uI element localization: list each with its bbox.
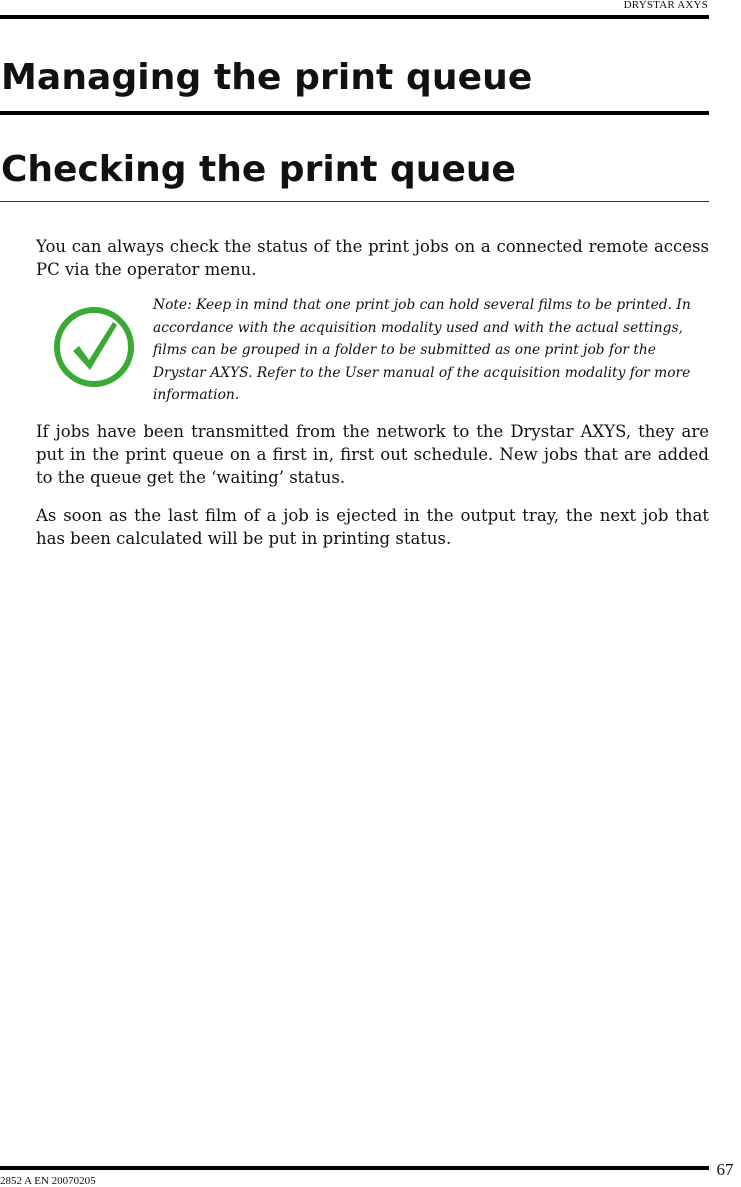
header-rule	[0, 15, 709, 19]
page-number: 67	[716, 1160, 734, 1179]
running-header-product: DRYSTAR AXYS	[623, 0, 708, 11]
note-text: Note: Keep in mind that one print job can hold several films to be printed. In accordance with the acquisition modality used and with the actual settings, films can be grouped in a folder to be submitted as one print job for the Drystar AXYS. Refer to the User manual of the acquisition modality for more information.	[153, 297, 691, 403]
intro-paragraph: You can always check the status of the print jobs on a connected remote access PC via the operator menu.	[36, 237, 709, 279]
chapter-title: Managing the print queue	[1, 57, 533, 98]
printing-paragraph: As soon as the last film of a job is ejected in the output tray, the next job that has been calculated will be put in printing status.	[36, 506, 709, 548]
queue-paragraph: If jobs have been transmitted from the network to the Drystar AXYS, they are put in the print queue on a first in, first out schedule. New jobs that are added to the queue get the ‘waiting’ status.	[36, 422, 709, 487]
footer-document-number: 2852 A EN 20070205	[0, 1175, 96, 1187]
section-title: Checking the print queue	[1, 149, 516, 190]
chapter-title-rule	[0, 111, 709, 115]
section-title-rule	[0, 201, 709, 202]
checkmark-circle-icon	[53, 306, 135, 388]
footer-rule	[0, 1166, 709, 1170]
